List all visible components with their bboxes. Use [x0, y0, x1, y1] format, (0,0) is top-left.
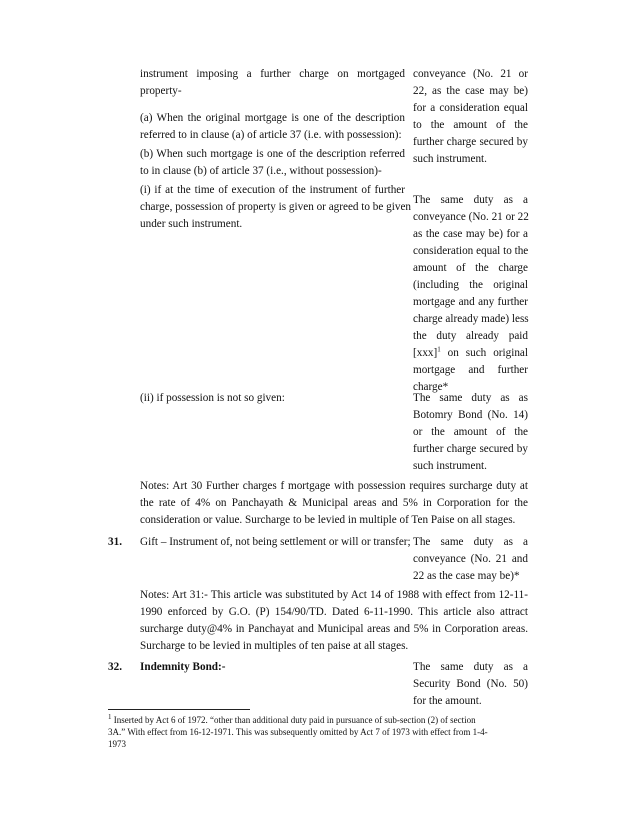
footnote-line: 3A.” With effect from 16-12-1971. This was subsequently omitted by Act 7 of 1973 with effect from 1-4-	[108, 727, 488, 737]
text-fragment: on such original	[440, 347, 528, 359]
text-line: further charge secured by	[413, 136, 528, 148]
text-line: (a) When the original mortgage is one of the description	[140, 112, 405, 124]
text-line: Notes: Art 31:- This article was substituted by Act 14 of 1988 with effect from 12-11-	[140, 589, 528, 601]
intro-left-text	[140, 66, 405, 100]
text-line: charge, possession of property is given or agreed to be given	[140, 201, 412, 213]
text-line: conveyance (No. 21 and	[413, 553, 528, 565]
text-line: further charge secured by	[413, 443, 528, 455]
clause-ii-duty-text	[413, 390, 528, 475]
footnote-line	[108, 714, 528, 726]
text-line: (including the original	[413, 279, 528, 291]
article-number-31: 31.	[108, 536, 122, 548]
text-line: for the amount.	[413, 695, 482, 707]
text-line: to in clause (b) of article 37 (i.e., without possession)-	[140, 165, 382, 177]
text-line: Security Bond (No. 50)	[413, 678, 528, 690]
clause-a-text	[140, 110, 405, 144]
article-31-title	[140, 534, 411, 551]
clause-ii-text	[140, 390, 405, 407]
text-line: such instrument.	[413, 460, 487, 472]
text-line: The same duty as a	[413, 194, 528, 206]
text-line: to the amount of the	[413, 119, 528, 131]
article-32-title	[140, 659, 405, 676]
article-31-duty-text	[413, 534, 528, 585]
intro-right-text	[413, 66, 528, 168]
omitted-text-marker: [xxx]	[413, 347, 438, 359]
text-line: the duty already paid	[413, 330, 528, 342]
text-line: (ii) if possession is not so given:	[140, 392, 285, 404]
text-line: for a consideration equal	[413, 102, 528, 114]
text-line: charge*	[413, 381, 449, 393]
text-line: The same duty as as	[413, 392, 528, 404]
text-line: consideration or value. Surcharge to be levied in multiple of Ten Paise on all stages.	[140, 514, 516, 526]
text-line: (b) When such mortgage is one of the description referred	[140, 148, 405, 160]
text-line: charge already made) less	[413, 313, 529, 325]
text-line: conveyance (No. 21 or	[413, 68, 528, 80]
text-line: or the amount of the	[413, 426, 528, 438]
text-line: amount of the charge	[413, 262, 528, 274]
text-line: Botomry Bond (No. 14)	[413, 409, 528, 421]
footnote-marker: 1	[108, 713, 112, 721]
text-line: 22, as the case may be)	[413, 85, 528, 97]
text-line: The same duty as a	[413, 536, 528, 548]
text-line	[413, 345, 528, 362]
text-line: consideration equal to the	[413, 245, 529, 257]
clause-i-duty-text	[413, 192, 528, 396]
text-line: instrument imposing a further charge on mortgaged	[140, 68, 405, 80]
text-fragment: Inserted by Act 6 of 1972. “other than additional duty paid in pursuance of sub-section (2) of section	[111, 715, 476, 725]
text-line: surcharge duty@4% in Panchayat and Municipal areas and 5% in Corporation areas.	[140, 623, 528, 635]
text-line: property-	[140, 85, 182, 97]
text-line: Notes: Art 30 Further charges f mortgage with possession requires surcharge duty at	[140, 480, 528, 492]
text-line: under such instrument.	[140, 218, 243, 230]
text-line: mortgage and further	[413, 364, 528, 376]
text-line: conveyance (No. 21 or 22	[413, 211, 529, 223]
notes-art-30	[140, 478, 528, 529]
notes-art-31	[140, 587, 528, 655]
footnote-line: 1973	[108, 739, 126, 749]
text-line: such instrument.	[413, 153, 487, 165]
footnote-separator	[108, 709, 250, 710]
text-line: 1990 enforced by G.O. (P) 154/90/TD. Dated 6-11-1990. This article also attract	[140, 606, 528, 618]
text-line: the rate of 4% on Panchayath & Municipal areas and 5% in Corporation for the	[140, 497, 528, 509]
text-line: 22 as the case may be)*	[413, 570, 520, 582]
text-line: The same duty as a	[413, 661, 528, 673]
clause-i-text	[140, 182, 412, 233]
article-number-32: 32.	[108, 661, 122, 673]
text-line: mortgage and any further	[413, 296, 528, 308]
footnote	[108, 714, 528, 750]
text-line: as the case may be) for a	[413, 228, 528, 240]
clause-b-text	[140, 146, 405, 180]
text-line: Gift – Instrument of, not being settlement or will or transfer;	[140, 536, 411, 548]
text-line: Surcharge to be levied in multiples of ten paise at all stages.	[140, 640, 409, 652]
article-32-duty-text	[413, 659, 528, 710]
text-line: (i) if at the time of execution of the instrument of further	[140, 184, 405, 196]
text-line: Indemnity Bond:-	[140, 661, 226, 673]
footnote-ref[interactable]: 1	[437, 345, 441, 354]
text-line: referred to in clause (a) of article 37 (i.e. with possession):	[140, 129, 402, 141]
